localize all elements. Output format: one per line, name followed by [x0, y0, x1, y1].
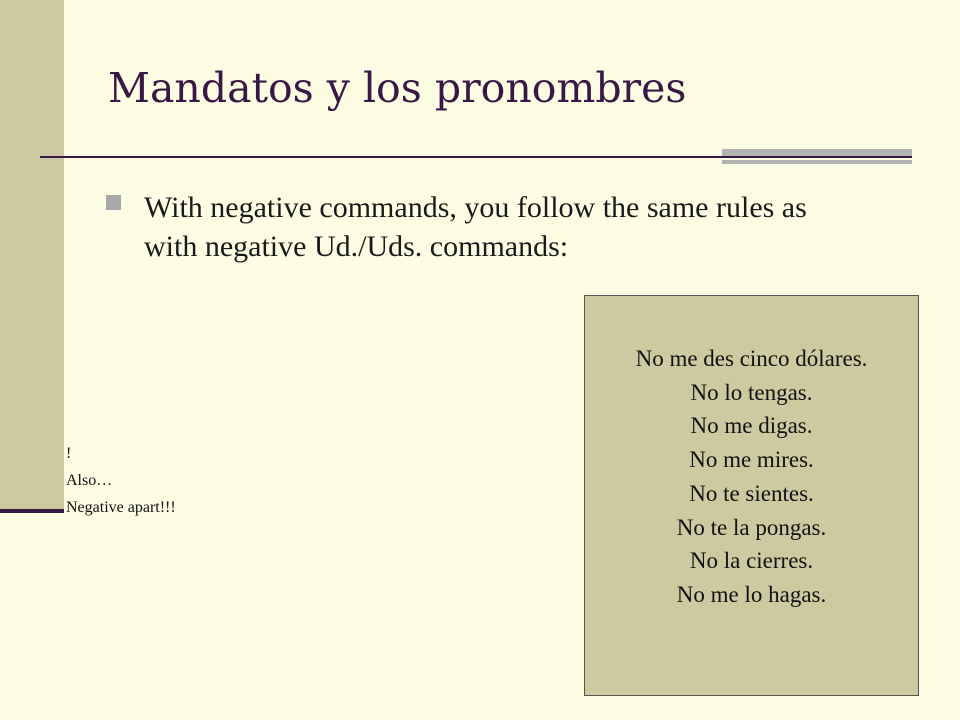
title-rule	[40, 156, 912, 158]
side-notes	[66, 440, 176, 521]
example-sentence: No te sientes.	[689, 480, 814, 506]
side-note-line: Negative apart!!!	[66, 499, 176, 516]
example-sentence: No la cierres.	[689, 548, 814, 574]
square-bullet-icon	[106, 195, 121, 210]
example-sentence: No me lo hagas.	[676, 581, 827, 607]
left-accent-line	[0, 509, 64, 513]
example-sentence: No me mires.	[689, 447, 814, 473]
title-rule-accent-lower	[722, 160, 912, 164]
bullet-text: With negative commands, you follow the same rules as with negative Ud./Uds. commands:	[144, 191, 807, 263]
example-sentence: No me digas.	[690, 413, 813, 439]
slide-title: Mandatos y los pronombres	[108, 64, 687, 112]
bullet-point	[106, 188, 960, 266]
example-sentence: No te la pongas.	[676, 514, 827, 540]
left-decorative-bar	[0, 0, 64, 513]
examples-box	[584, 295, 919, 696]
example-sentence: No me des cinco dólares.	[635, 346, 868, 371]
side-note-line: !	[66, 445, 72, 462]
example-sentence: No lo tengas.	[690, 379, 813, 405]
side-note-line: Also…	[66, 472, 113, 489]
